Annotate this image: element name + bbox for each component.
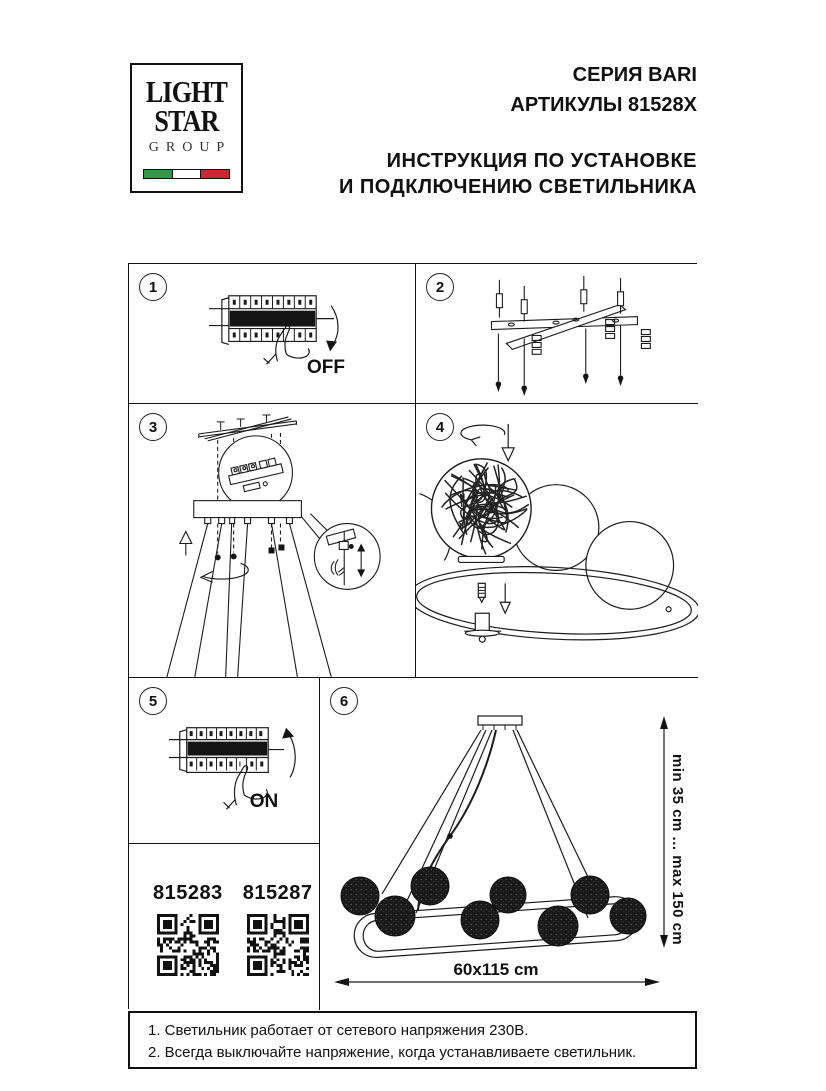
notes-box <box>128 1011 697 1069</box>
step-panel-4 <box>416 404 698 678</box>
switch-on-label: ON <box>249 791 279 812</box>
note-line-2: 2. Всегда выключайте напряжение, когда устанавливаете светильник. <box>148 1044 637 1061</box>
instruction-line-1: ИНСТРУКЦИЯ ПО УСТАНОВКЕ <box>386 150 697 172</box>
canopy-plate <box>194 501 302 518</box>
threaded-stud <box>478 583 485 602</box>
italian-flag-icon <box>143 169 230 179</box>
header-titles <box>339 60 697 200</box>
step-number-6: 6 <box>330 687 358 715</box>
arrow-up-icon <box>180 532 192 556</box>
logo-word-light: LIGHT <box>145 74 228 109</box>
vertical-dimension-arrow <box>660 716 668 948</box>
shade-ball-illustration <box>416 404 698 677</box>
screws <box>496 326 624 396</box>
instruction-line-2: И ПОДКЛЮЧЕНИЮ СВЕТИЛЬНИКА <box>338 176 697 198</box>
arrow-down-icon <box>500 583 510 613</box>
note-line-1: 1. Светильник работает от сетевого напряжения 230В. <box>148 1022 529 1039</box>
rotate-arrow-icon <box>461 425 505 446</box>
article-number-right: 815287 <box>242 882 313 904</box>
step-panel-1 <box>129 264 416 404</box>
logo-word-star: STAR <box>154 103 219 138</box>
ceiling-plate <box>478 716 522 725</box>
series-title: СЕРИЯ BARI <box>572 64 697 86</box>
step-panel-6 <box>320 678 698 1010</box>
arrow-up-icon <box>282 728 295 778</box>
breaker-off-illustration <box>129 264 415 403</box>
arrow-down-icon <box>326 306 338 352</box>
step-number-2: 2 <box>426 273 454 301</box>
flag-green <box>144 170 172 178</box>
flag-red <box>200 170 229 178</box>
flag-white <box>172 170 201 178</box>
width-dimension-label: 60x115 cm <box>453 960 539 979</box>
qr-code-left <box>157 914 219 976</box>
articles-title: АРТИКУЛЫ 81528X <box>510 94 697 116</box>
step-panel-5 <box>129 678 320 844</box>
step-number-5: 5 <box>139 687 167 715</box>
switch-off-label: OFF <box>307 357 345 378</box>
article-right <box>243 882 313 976</box>
articles-panel <box>129 844 320 1010</box>
step-number-3: 3 <box>139 413 167 441</box>
step-number-4: 4 <box>426 413 454 441</box>
wire-balls <box>341 867 646 946</box>
instruction-title <box>339 148 697 200</box>
rotate-arrow-icon <box>201 563 249 582</box>
arrow-down-icon <box>502 424 514 461</box>
height-dimension-label: min 35 cm ... max 150 cm <box>669 754 686 946</box>
step-panel-2 <box>416 264 698 404</box>
canopy-wiring-illustration <box>129 404 415 677</box>
article-number-left: 815283 <box>153 882 223 904</box>
steps-grid <box>128 263 697 1009</box>
article-left <box>153 882 223 976</box>
step-panel-3 <box>129 404 416 678</box>
logo-word-group: GROUP <box>148 140 232 155</box>
step-number-1: 1 <box>139 273 167 301</box>
qr-code-right <box>247 914 309 976</box>
mounting-rails-illustration <box>416 264 698 403</box>
lightstar-logo <box>130 63 243 193</box>
